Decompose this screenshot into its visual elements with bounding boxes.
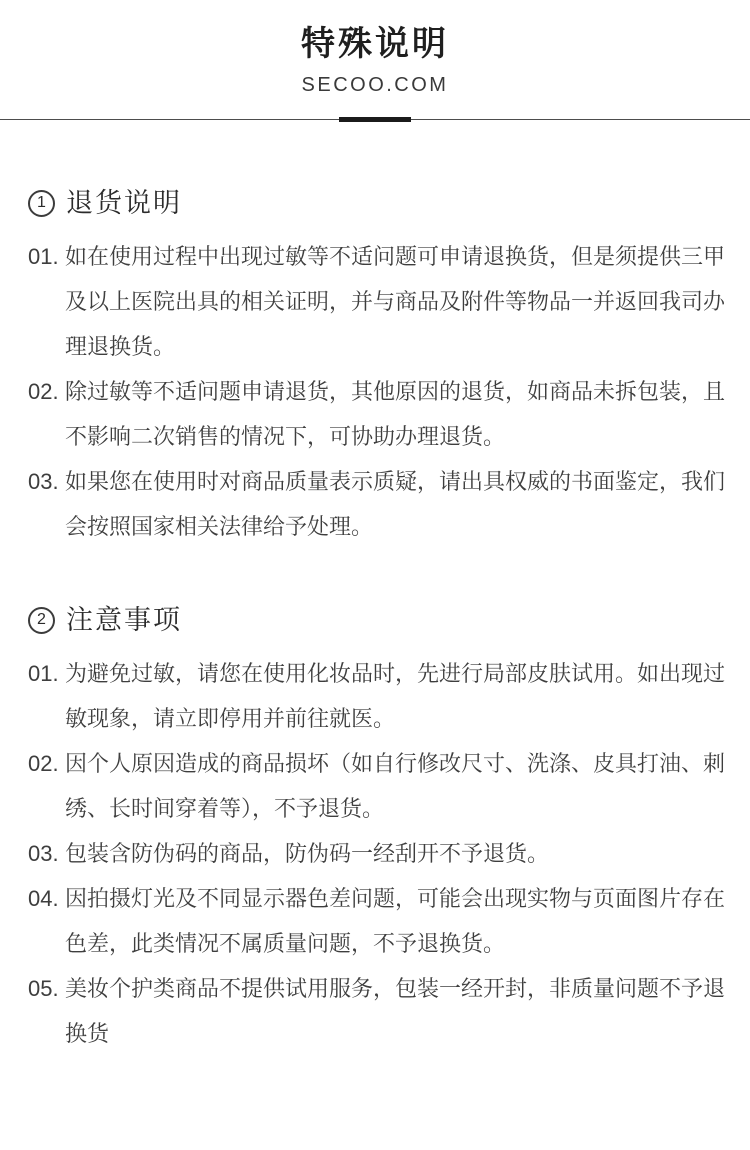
list-item xyxy=(28,966,726,1056)
item-number: 03. xyxy=(28,841,59,866)
section-heading-return-policy xyxy=(28,188,726,218)
item-number: 01. xyxy=(28,661,59,686)
list-item xyxy=(28,234,726,369)
item-text: 因拍摄灯光及不同显示器色差问题，可能会出现实物与页面图片存在色差，此类情况不属质量问题，不予退换货。 xyxy=(65,886,726,956)
item-text: 除过敏等不适问题申请退货，其他原因的退货，如商品未拆包装，且不影响二次销售的情况下，可协助办理退货。 xyxy=(65,379,726,449)
section-return-policy xyxy=(28,188,726,549)
item-text: 如果您在使用时对商品质量表示质疑，请出具权威的书面鉴定，我们会按照国家相关法律给予处理。 xyxy=(65,469,726,539)
item-text: 包装含防伪码的商品，防伪码一经刮开不予退货。 xyxy=(65,841,550,866)
section-title-text: 退货说明 xyxy=(66,188,182,218)
list-item xyxy=(28,831,726,876)
item-number: 02. xyxy=(28,751,59,776)
header-divider xyxy=(0,117,750,122)
list-item xyxy=(28,876,726,966)
brand-name: SECOO.COM xyxy=(301,74,449,96)
item-number: 02. xyxy=(28,379,59,404)
item-text: 因个人原因造成的商品损坏（如自行修改尺寸、洗涤、皮具打油、刺绣、长时间穿着等），不予退货。 xyxy=(65,751,726,821)
list-item xyxy=(28,651,726,741)
item-text: 美妆个护类商品不提供试用服务，包装一经开封，非质量问题不予退换货 xyxy=(65,976,726,1046)
page-title: 特殊说明 xyxy=(301,25,449,63)
circled-number-icon: 2 xyxy=(28,607,55,634)
list-item xyxy=(28,459,726,549)
item-number: 03. xyxy=(28,469,59,494)
divider-accent xyxy=(339,117,411,122)
section-precautions xyxy=(28,605,726,1056)
item-text: 为避免过敏，请您在使用化妆品时，先进行局部皮肤试用。如出现过敏现象，请立即停用并前往就医。 xyxy=(65,661,726,731)
item-text: 如在使用过程中出现过敏等不适问题可申请退换货，但是须提供三甲及以上医院出具的相关证明，并与商品及附件等物品一并返回我司办理退换货。 xyxy=(65,244,726,359)
section-title-text: 注意事项 xyxy=(66,605,182,635)
circled-number-icon: 1 xyxy=(28,190,55,217)
list-item xyxy=(28,741,726,831)
item-number: 04. xyxy=(28,886,59,911)
section-heading-precautions xyxy=(28,605,726,635)
list-item xyxy=(28,369,726,459)
content-area xyxy=(0,188,750,1056)
return-policy-list xyxy=(28,234,726,549)
item-number: 01. xyxy=(28,244,59,269)
page-header xyxy=(0,0,750,97)
precautions-list xyxy=(28,651,726,1056)
item-number: 05. xyxy=(28,976,59,1001)
